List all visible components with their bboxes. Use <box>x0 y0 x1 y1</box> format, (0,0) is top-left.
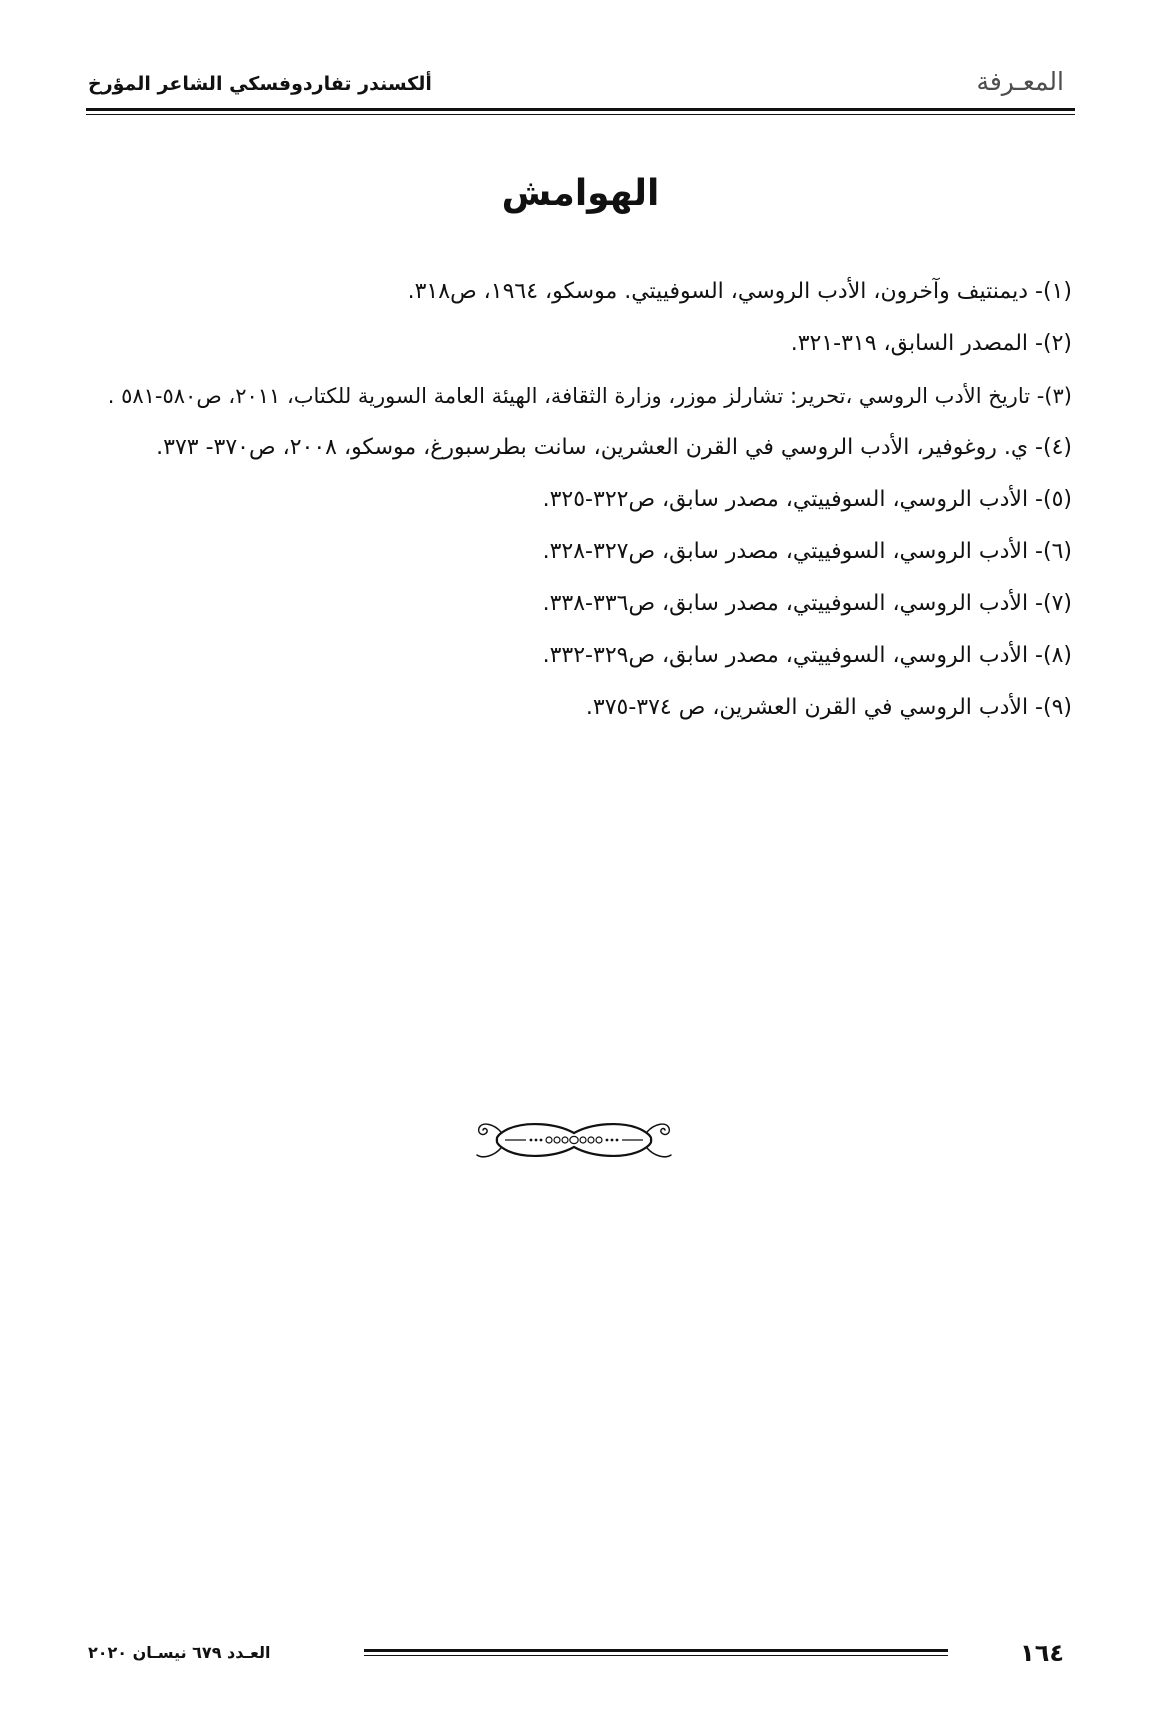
footer-rule-thin <box>364 1655 948 1656</box>
footnote-8: (٨)- الأدب الروسي، السوفييتي، مصدر سابق، ص٣٢٩-٣٣٢. <box>542 643 1072 668</box>
footnote-2: (٢)- المصدر السابق، ٣١٩-٣٢١. <box>790 331 1072 356</box>
header-rule-thin <box>86 114 1075 115</box>
footnote-6: (٦)- الأدب الروسي، السوفييتي، مصدر سابق، ص٣٢٧-٣٢٨. <box>542 539 1072 564</box>
page-number: ١٦٤ <box>1020 1639 1064 1667</box>
footnote-4: (٤)- ي. روغوفير، الأدب الروسي في القرن العشرين، سانت بطرسبورغ، موسكو، ٢٠٠٨، ص٣٧٠- ٣٧٣. <box>156 435 1072 460</box>
footnote-1: (١)- ديمنتيف وآخرون، الأدب الروسي، السوفييتي. موسكو، ١٩٦٤، ص٣١٨. <box>407 279 1072 304</box>
header-rule <box>86 108 1075 111</box>
footnotes-list <box>88 266 1072 734</box>
footnote-5: (٥)- الأدب الروسي، السوفييتي، مصدر سابق، ص٣٢٢-٣٢٥. <box>542 487 1072 512</box>
footnote-3: (٣)- تاريخ الأدب الروسي ،تحرير: تشارلز موزر، وزارة الثقافة، الهيئة العامة السورية للكتاب، ٢٠١١، ص٥٨٠-٥٨١ . <box>107 384 1072 408</box>
section-title: الهوامش <box>501 173 660 214</box>
footer-rule <box>364 1649 948 1652</box>
ornament-divider-icon <box>474 1118 674 1162</box>
footnote-7: (٧)- الأدب الروسي، السوفييتي، مصدر سابق، ص٣٣٦-٣٣٨. <box>542 591 1072 616</box>
footnote-9: (٩)- الأدب الروسي في القرن العشرين، ص ٣٧٤-٣٧٥. <box>585 695 1072 720</box>
running-title: ألكسندر تفاردوفسكي الشاعر المؤرخ <box>88 73 432 95</box>
magazine-logo: المعـرفة <box>976 67 1064 96</box>
issue-info: العـدد ٦٧٩ نيسـان ٢٠٢٠ <box>88 1643 271 1662</box>
